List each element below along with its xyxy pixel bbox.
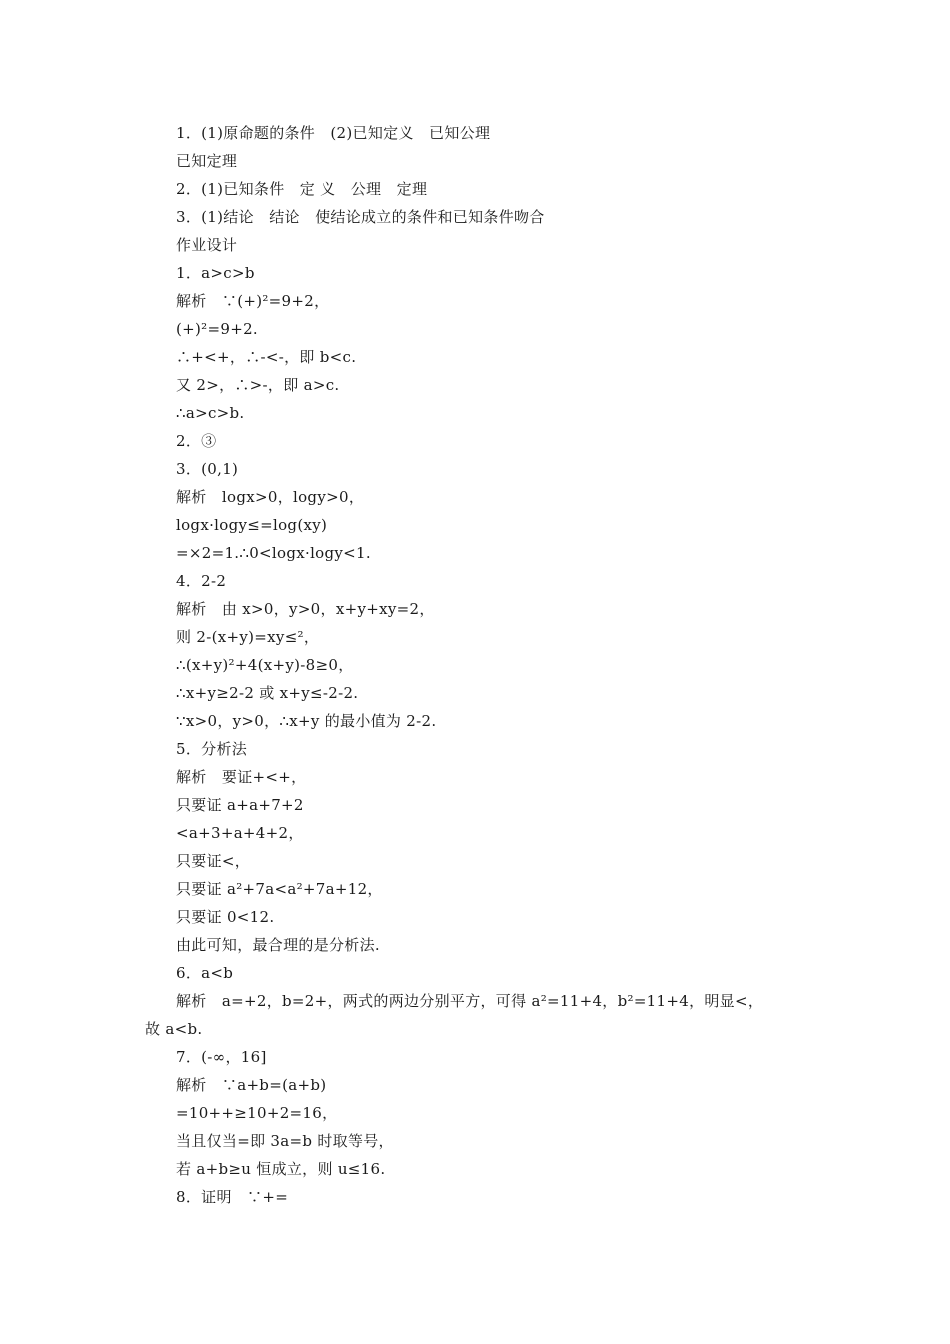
answer-line: 4．2-2 xyxy=(176,572,227,590)
solution-line: 若 a+b≥u 恒成立，则 u≤16. xyxy=(176,1160,386,1178)
solution-line: ∴a>c>b. xyxy=(176,404,245,422)
solution-line: (+)²=9+2. xyxy=(176,320,258,338)
answer-line: 1．(1)原命题的条件 (2)已知定义 已知公理 xyxy=(176,124,491,142)
answer-line: 2．③ xyxy=(176,432,217,450)
solution-line: 解析 由 x>0，y>0，x+y+xy=2， xyxy=(176,600,435,618)
solution-line: =10++≥10+2=16， xyxy=(176,1104,338,1122)
solution-line: =×2=1.∴0<logx·logy<1. xyxy=(176,544,371,562)
answer-line: 1．a>c>b xyxy=(176,264,255,282)
answer-line: 已知定理 xyxy=(176,152,238,170)
solution-line: 只要证 a²+7a<a²+7a+12， xyxy=(176,880,383,898)
solution-line: 故 a<b. xyxy=(145,1020,203,1038)
answer-line: 7．(-∞，16] xyxy=(176,1048,267,1066)
solution-line: 当且仅当=即 3a=b 时取等号， xyxy=(176,1132,394,1150)
solution-line: 解析 logx>0，logy>0， xyxy=(176,488,365,506)
solution-line: <a+3+a+4+2， xyxy=(176,824,304,842)
solution-line: ∴x+y≥2-2 或 x+y≤-2-2. xyxy=(176,684,359,702)
solution-line: 解析 ∵a+b=(a+b) xyxy=(176,1076,327,1094)
section-heading: 作业设计 xyxy=(176,236,238,254)
solution-line: ∴+<+，∴-<-，即 b<c. xyxy=(176,348,357,366)
answer-line: 2．(1)已知条件 定 义 公理 定理 xyxy=(176,180,428,198)
answer-line: 3．(1)结论 结论 使结论成立的条件和已知条件吻合 xyxy=(176,208,545,226)
solution-line: 又 2>，∴>-，即 a>c. xyxy=(176,376,340,394)
solution-line: 只要证 a+a+7+2 xyxy=(176,796,304,814)
solution-line: 解析 a=+2，b=2+，两式的两边分别平方，可得 a²=11+4，b²=11+4，明显<， xyxy=(176,992,764,1010)
solution-line: 则 2-(x+y)=xy≤²， xyxy=(176,628,320,646)
answer-line: 3．(0,1) xyxy=(176,460,239,478)
solution-line: 由此可知，最合理的是分析法. xyxy=(176,936,380,954)
answer-line: 8．证明 ∵+= xyxy=(176,1188,289,1206)
solution-line: 解析 ∵(+)²=9+2， xyxy=(176,292,330,310)
solution-line: ∵x>0，y>0，∴x+y 的最小值为 2-2. xyxy=(176,712,437,730)
answer-line: 6．a<b xyxy=(176,964,234,982)
solution-line: 只要证 0<12. xyxy=(176,908,275,926)
solution-line: logx·logy≤=log(xy) xyxy=(176,516,328,534)
solution-line: 只要证<， xyxy=(176,852,251,870)
answer-line: 5．分析法 xyxy=(176,740,248,758)
solution-line: 解析 要证+<+， xyxy=(176,768,307,786)
solution-line: ∴(x+y)²+4(x+y)-8≥0， xyxy=(176,656,354,674)
